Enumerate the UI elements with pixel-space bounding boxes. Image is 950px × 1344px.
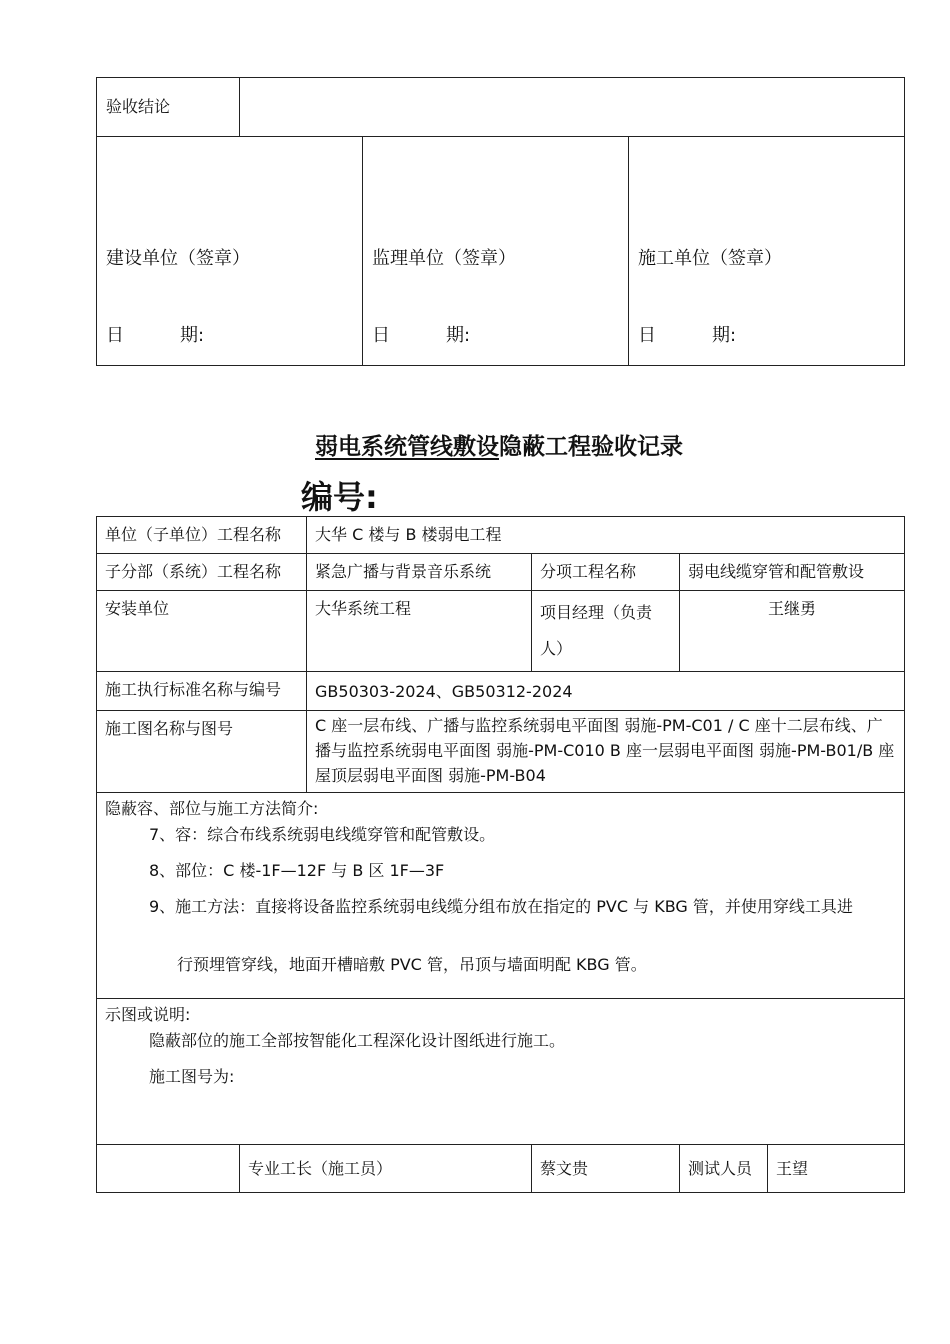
conclusion-label: 验收结论 xyxy=(97,78,240,137)
subdivision-value: 紧急广播与背景音乐系统 xyxy=(307,554,532,591)
contractor-unit-signature xyxy=(629,137,905,366)
concealed-work-record-table xyxy=(96,516,905,1193)
item-name-label: 分项工程名称 xyxy=(532,554,680,591)
construction-unit-label: 建设单位（签章） xyxy=(106,248,250,269)
project-name-label: 单位（子单位）工程名称 xyxy=(97,517,307,554)
contractor-unit-label: 施工单位（签章） xyxy=(638,248,782,269)
standard-label: 施工执行标准名称与编号 xyxy=(97,672,307,711)
foreman-value: 蔡文贵 xyxy=(532,1145,680,1193)
concealed-heading: 隐蔽容、部位与施工方法简介: xyxy=(105,799,319,818)
supervision-unit-date: 日 期: xyxy=(372,325,471,346)
concealed-item-9: 9、施工方法：直接将设备监控系统弱电线缆分组布放在指定的 PVC 与 KBG 管，并使用穿线工具进 xyxy=(149,897,853,916)
acceptance-signature-table xyxy=(96,77,905,366)
drawing-label: 施工图名称与图号 xyxy=(97,711,307,793)
standard-value: GB50303-2024、GB50312-2024 xyxy=(307,672,905,711)
record-title-part2: 隐蔽工程验收记录 xyxy=(499,434,683,460)
record-title-part1: 弱电系统管线敷设 xyxy=(315,434,499,460)
concealed-item-7: 7、容：综合布线系统弱电线缆穿管和配管敷设。 xyxy=(149,825,496,844)
record-title xyxy=(0,428,950,461)
subdivision-label: 子分部（系统）工程名称 xyxy=(97,554,307,591)
construction-unit-date: 日 期: xyxy=(106,325,205,346)
contractor-unit-date: 日 期: xyxy=(638,325,737,346)
diagram-line-2: 施工图号为: xyxy=(149,1067,235,1086)
item-name-value: 弱电线缆穿管和配管敷设 xyxy=(680,554,905,591)
drawing-value: C 座一层布线、广播与监控系统弱电平面图 弱施-PM-C01 / C 座十二层布线、广播与监控系统弱电平面图 弱施-PM-C010 B 座一层弱电平面图 弱施-PM-B01/B 座屋顶层弱电平面图 弱施-PM-B04 xyxy=(307,711,905,793)
installer-label: 安装单位 xyxy=(97,591,307,672)
number-label: 编号: xyxy=(301,478,378,516)
project-manager-label: 项目经理（负责人） xyxy=(532,591,680,672)
supervision-unit-label: 监理单位（签章） xyxy=(372,248,516,269)
footer-empty-cell xyxy=(97,1145,240,1193)
project-manager-value: 王继勇 xyxy=(680,591,905,672)
installer-value: 大华系统工程 xyxy=(307,591,532,672)
project-name-value: 大华 C 楼与 B 楼弱电工程 xyxy=(307,517,905,554)
tester-value: 王望 xyxy=(768,1145,905,1193)
diagram-heading: 示图或说明: xyxy=(105,1005,191,1024)
concealed-item-8: 8、部位：C 楼-1F—12F 与 B 区 1F—3F xyxy=(149,861,445,880)
conclusion-value xyxy=(240,78,905,137)
concealed-item-9-continued: 行预埋管穿线，地面开槽暗敷 PVC 管，吊顶与墙面明配 KBG 管。 xyxy=(177,955,647,974)
construction-unit-signature xyxy=(97,137,363,366)
supervision-unit-signature xyxy=(363,137,629,366)
tester-label: 测试人员 xyxy=(680,1145,768,1193)
foreman-label: 专业工长（施工员） xyxy=(240,1145,532,1193)
diagram-description xyxy=(97,999,905,1145)
concealed-description xyxy=(97,793,905,999)
diagram-line-1: 隐蔽部位的施工全部按智能化工程深化设计图纸进行施工。 xyxy=(149,1031,566,1050)
